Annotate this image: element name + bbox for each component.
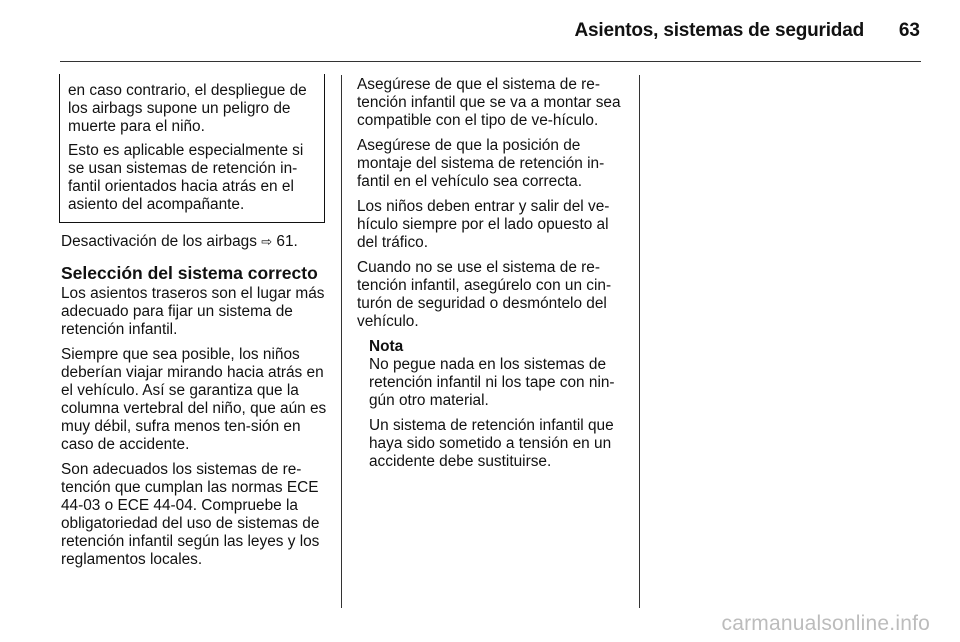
warning-paragraph: en caso contrario, el despliegue de los airbags supone un peligro de muerte para el niño. [68,82,307,135]
body-paragraph: Asegúrese de que el sistema de re-tención infantil que se va a montar sea compatible con el tipo de ve-hículo. [357,76,621,129]
left-column [61,74,331,576]
section-paragraph: Los asientos traseros son el lugar más adecuado para fijar un sistema de retención infantil. [61,285,325,338]
section-heading: Selección del sistema correcto [61,263,318,283]
crossref-line [61,233,331,251]
note-paragraph: No pegue nada en los sistemas de retención infantil ni los tape con nin-gún otro material. [369,356,615,409]
section-paragraph: Son adecuados los sistemas de re-tención que cumplan las normas ECE 44-03 o ECE 44-04. Compruebe la obligatoriedad del uso de sistemas de retención infantil según las leyes y los reglamentos locales. [61,461,320,568]
column-divider-1 [341,75,342,608]
crossref-text: Desactivación de los airbags [61,233,257,250]
note-paragraph: Un sistema de retención infantil que haya sido sometido a tensión en un accidente debe sustituirse. [369,417,614,470]
header-divider [60,61,921,62]
section-paragraph: Siempre que sea posible, los niños deberían viajar mirando hacia atrás en el vehículo. Así se garantiza que la columna vertebral del niño, que aún es muy débil, sufra menos ten-sión en caso de accidente. [61,346,327,453]
note-block [369,338,627,471]
warning-paragraph: Esto es aplicable especialmente si se usan sistemas de retención in-fantil orientados hacia atrás en el asiento del acompañante. [68,142,304,213]
warning-box [59,74,325,223]
body-paragraph: Cuando no se use el sistema de re-tención infantil, asegúrelo con un cin-turón de seguridad o desmóntelo del vehículo. [357,259,612,330]
body-paragraph: Los niños deben entrar y salir del ve-hículo siempre por el lado opuesto al del tráfico. [357,198,610,251]
page-number: 63 [898,20,920,41]
page-header-title: Asientos, sistemas de seguridad [574,20,864,41]
crossref-page-link[interactable]: 61. [276,233,298,250]
page-reference-arrow-icon: ⇨ [261,234,273,249]
footer-watermark: carmanualsonline.info [721,612,930,635]
body-paragraph: Asegúrese de que la posición de montaje del sistema de retención in-fantil en el vehículo sea correcta. [357,137,605,190]
note-title: Nota [369,338,404,355]
column-divider-2 [639,75,640,608]
middle-column [357,76,627,478]
